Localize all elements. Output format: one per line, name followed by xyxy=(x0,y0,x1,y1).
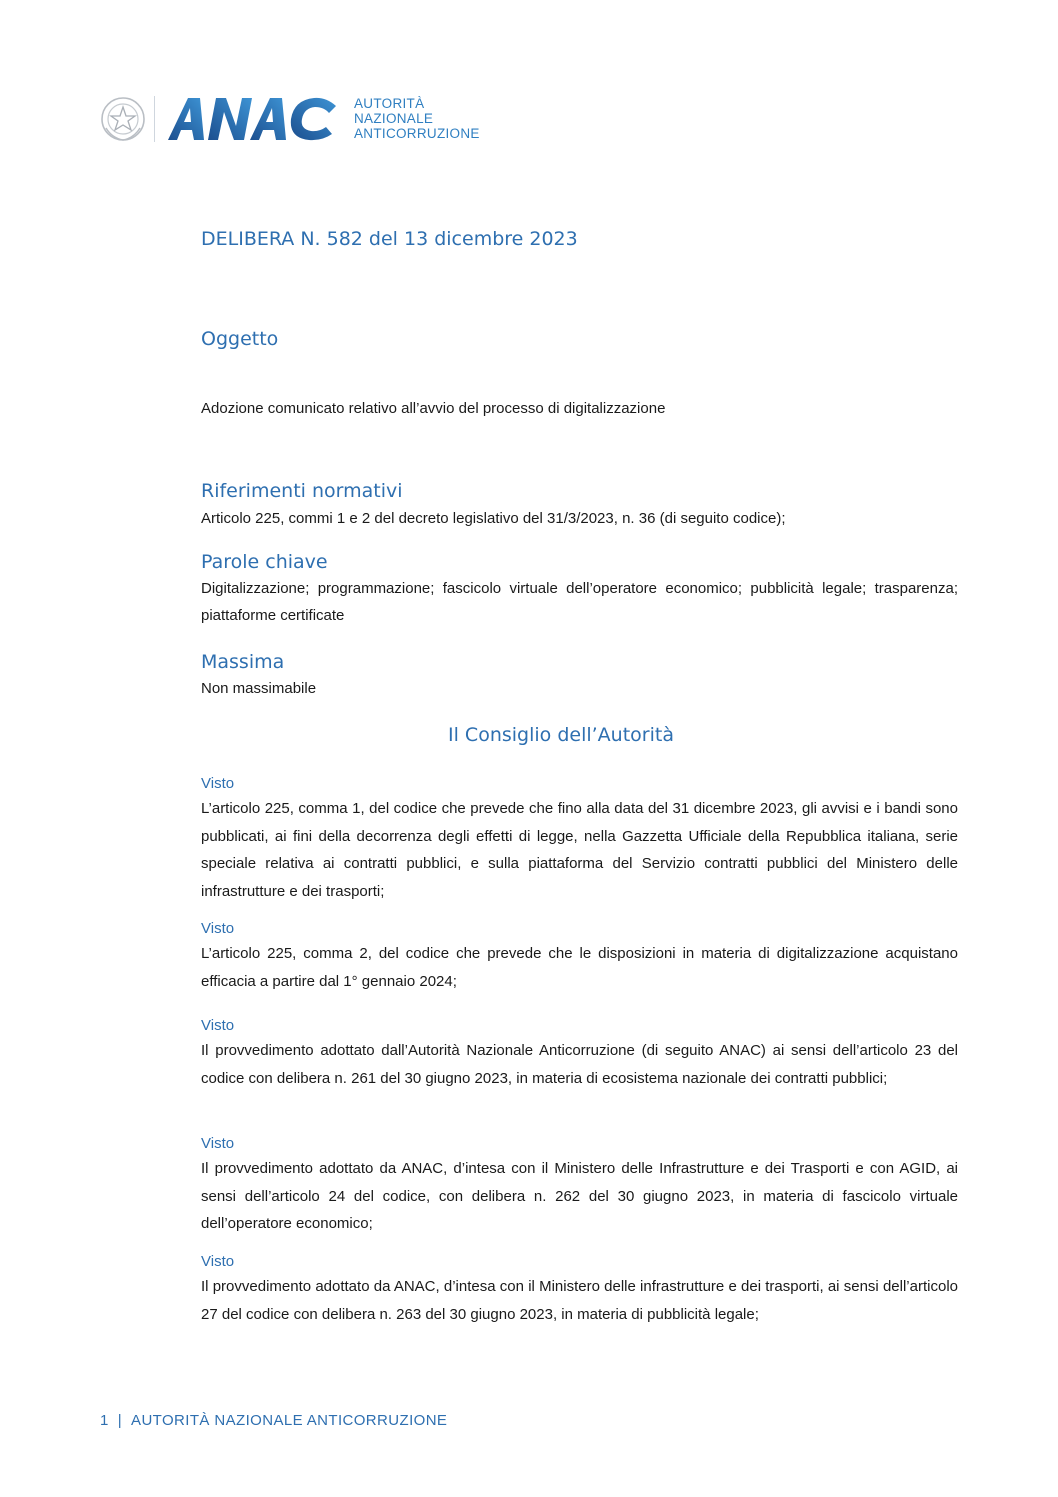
visto-text: Il provvedimento adottato dall’Autorità Nazionale Anticorruzione (di seguito ANAC) ai sensi dell’articolo 23 del codice con delibera n. 261 del 30 giugno 2023, in materia di ecosistema nazionale dei contratti pubblici; xyxy=(201,1042,958,1087)
visto-section xyxy=(201,773,958,905)
anac-logo-mark xyxy=(166,94,346,144)
visto-label: Visto xyxy=(201,1017,235,1034)
oggetto-text: Adozione comunicato relativo all’avvio del processo di digitalizzazione xyxy=(201,400,666,417)
logo-divider xyxy=(154,96,155,142)
visto-label: Visto xyxy=(201,1253,235,1270)
visto-label: Visto xyxy=(201,920,235,937)
visto-label: Visto xyxy=(201,775,235,792)
consiglio-heading: Il Consiglio dell’Autorità xyxy=(448,724,674,746)
footer-separator: | xyxy=(117,1412,123,1429)
visto-text: L’articolo 225, comma 2, del codice che prevede che le disposizioni in materia di digitalizzazione acquistano efficacia a partire dal 1° gennaio 2024; xyxy=(201,945,958,990)
footer-org-name: AUTORITÀ NAZIONALE ANTICORRUZIONE xyxy=(131,1412,448,1429)
oggetto-heading: Oggetto xyxy=(201,328,279,350)
massima-text: Non massimabile xyxy=(201,680,317,697)
visto-section xyxy=(201,1251,958,1328)
document-title: DELIBERA N. 582 del 13 dicembre 2023 xyxy=(201,228,578,250)
logo-wordmark xyxy=(354,96,480,141)
visto-section xyxy=(201,1133,958,1238)
parole-chiave-heading: Parole chiave xyxy=(201,551,328,573)
logo-line: ANTICORRUZIONE xyxy=(354,126,480,141)
massima-heading: Massima xyxy=(201,651,285,673)
visto-section xyxy=(201,918,958,995)
visto-label: Visto xyxy=(201,1135,235,1152)
visto-text: Il provvedimento adottato da ANAC, d’intesa con il Ministero delle Infrastrutture e dei Trasporti e con AGID, ai sensi dell’articolo 24 del codice, con delibera n. 262 del 30 giugno 2023, in materia di fascicolo virtuale dell’operatore economico; xyxy=(201,1160,958,1232)
logo-line: NAZIONALE xyxy=(354,111,434,126)
page-footer xyxy=(100,1412,447,1429)
visto-text: Il provvedimento adottato da ANAC, d’intesa con il Ministero delle infrastrutture e dei trasporti, ai sensi dell’articolo 27 del codice con delibera n. 263 del 30 giugno 2023, in materia di pubblicità legale; xyxy=(201,1278,958,1323)
parole-chiave-text: Digitalizzazione; programmazione; fascicolo virtuale dell’operatore economico; pubblicità legale; trasparenza; piattaforme certificate xyxy=(201,580,958,624)
logo-line: AUTORITÀ xyxy=(354,96,425,111)
visto-text: L’articolo 225, comma 1, del codice che prevede che fino alla data del 31 dicembre 2023, gli avvisi e i bandi sono pubblicati, ai fini della decorrenza degli effetti di legge, nella Gazzetta Ufficiale della Repubblica italiana, serie speciale relativa ai contratti pubblici, e sulla piattaforma del Servizio contratti pubblici del Ministero delle infrastrutture e dei trasporti; xyxy=(201,800,958,900)
visto-section xyxy=(201,1015,958,1092)
riferimenti-text: Articolo 225, commi 1 e 2 del decreto legislativo del 31/3/2023, n. 36 (di seguito codice); xyxy=(201,510,786,527)
riferimenti-heading: Riferimenti normativi xyxy=(201,480,403,502)
page-number: 1 xyxy=(100,1412,109,1429)
italian-republic-emblem-icon xyxy=(98,94,148,144)
